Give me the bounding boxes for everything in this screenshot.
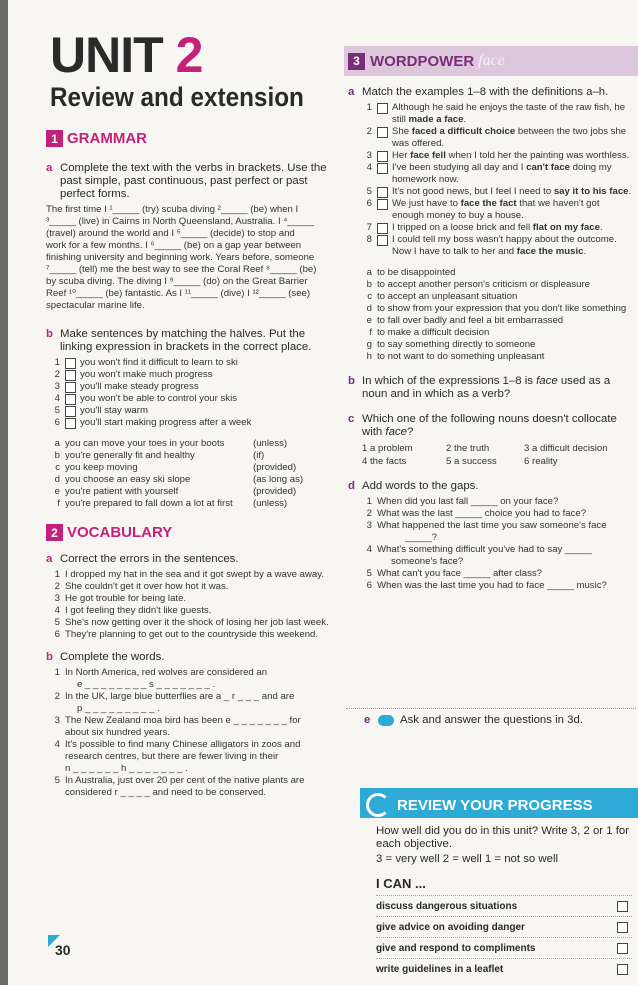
answer-checkbox[interactable] [377,103,388,114]
progress-icon [366,793,390,817]
unit-subtitle: Review and extension [50,82,304,112]
option-item: 3 a difficult decision [524,443,608,454]
list-item: 5 She's now getting over it the shock of losing her job last week. [54,617,329,628]
answer-checkbox[interactable] [65,394,76,405]
list-item: h to not want to do something unpleasant [366,351,545,362]
wordpower-a-instruction: a Match the examples 1–8 with the definitions a–h. [348,86,609,98]
speech-bubble-icon [378,715,394,726]
wordpower-d-instruction: d Add words to the gaps. [348,480,479,492]
text-line: (travel) around the world and I ⁵_____ (decide) to stop and [46,228,295,239]
wordpower-e-instruction: e Ask and answer the questions in 3d. [364,714,583,726]
text-line: spectacular marine life. [46,300,145,311]
grammar-b-items [46,357,338,429]
list-item: d you choose an easy ski slope (as long as) [54,474,304,485]
list-item: 5 In Australia, just over 20 per cent of the native plants are considered r _ _ _ _ and need to be conserved. [54,775,305,798]
list-item: 3 you'll make steady progress [54,381,199,392]
review-panel [376,825,632,979]
review-scale: 3 = very well 2 = well 1 = not so well [376,853,559,865]
list-item: 4 It's possible to find many Chinese alligators in zoos and research centres, but there are fewer living in their n _ _ _ _ _ _ h _ _ _ _ _ _ _ . [54,739,301,774]
option-item: 1 a problem [362,443,413,454]
list-item: 4 you won't be able to control your skis [54,393,238,404]
answer-checkbox[interactable] [65,370,76,381]
list-item: 1 Although he said he enjoys the taste of the raw fish, he still made a face. [366,102,626,125]
page-number: 30 [55,942,71,958]
list-item: c you keep moving (provided) [55,462,297,473]
wordpower-title: WORDPOWER [370,52,475,70]
list-item: 8 I could tell my boss wasn't happy about the outcome. Now I have to talk to her and face the music. [366,234,617,257]
answer-checkbox[interactable] [377,235,388,246]
answer-checkbox[interactable] [377,223,388,234]
vocabulary-heading [46,524,338,541]
grammar-a-text [46,204,338,312]
text-line: ⁷_____ (tell) me the best way to see the Coral Reef ⁸_____ (be) [46,264,317,275]
wordpower-d-items [348,496,632,592]
list-item: 4 I've been studying all day and I can't face doing my homework now. [366,162,612,185]
grammar-title: GRAMMAR [67,130,147,147]
list-item: b to accept another person's criticism or displeasure [366,279,590,290]
answer-checkbox[interactable] [65,418,76,429]
text-line: Reef ¹⁰_____ (be) fantastic. As I ¹¹_____ (dive) I ¹²_____ (see) [46,288,311,299]
answer-checkbox[interactable] [65,358,76,369]
list-item: 1 When did you last fall _____ on your face? [366,496,559,507]
list-item: a to be disappointed [366,267,456,278]
list-item: 1 you won't find it difficult to learn to ski [54,357,238,368]
wordpower-b-instruction: b In which of the expressions 1–8 is face used as a noun and in which as a verb? [348,375,611,400]
answer-checkbox[interactable] [377,151,388,162]
text-line: The first time I ¹_____ (try) scuba diving ²_____ (be) when I [46,204,299,215]
list-item: 2 you won't make much progress [54,369,213,380]
list-item: e to fall over badly and feel a bit embarrassed [366,315,564,326]
list-item: 1 In North America, red wolves are considered an e _ _ _ _ _ _ _ _ s _ _ _ _ _ _ _ . [54,667,268,690]
list-item: d to show from your expression that you don't like something [366,303,627,314]
wordpower-a-items [348,102,632,258]
score-checkbox[interactable] [617,943,628,954]
wordpower-a-defs [348,267,632,363]
answer-checkbox[interactable] [377,127,388,138]
list-item: 2 What was the last _____ choice you had to face? [366,508,587,519]
list-item: 5 What can't you face _____ after class? [366,568,543,579]
objective-row: discuss dangerous situations [376,896,632,917]
option-item: 4 the facts [362,456,407,467]
vocabulary-b-items [46,667,338,799]
answer-checkbox[interactable] [377,163,388,174]
option-item: 2 the truth [446,443,490,454]
list-item: f you're prepared to fall down a lot at first (unless) [57,498,288,509]
option-item: 5 a success [446,456,497,467]
list-item: f to make a difficult decision [369,327,490,338]
score-checkbox[interactable] [617,964,628,975]
vocabulary-title: VOCABULARY [67,524,173,541]
answer-checkbox[interactable] [65,382,76,393]
section-divider [346,708,636,709]
grammar-a-instruction: a Complete the text with the verbs in brackets. Use the past simple, past continuous, past perfect or past perfect forms. [46,162,327,200]
wordpower-word: face [478,52,505,69]
answer-checkbox[interactable] [377,187,388,198]
objective-row: give advice on avoiding danger [376,917,632,938]
score-checkbox[interactable] [617,922,628,933]
right-column [348,86,632,592]
list-item: 4 What's something difficult you've had to say _____ someone's face? [366,544,592,567]
grammar-b-instruction: b Make sentences by matching the halves. Put the linking expression in brackets in the correct place. [46,328,312,353]
unit-title [50,27,203,83]
list-item: g to say something directly to someone [366,339,536,350]
objective-row: write guidelines in a leaflet [376,959,632,979]
list-item: 3 What happened the last time you saw someone's face _____? [366,520,607,543]
grammar-b-halves [46,438,338,510]
list-item: 3 Her face fell when I told her the painting was worthless. [366,150,630,161]
text-line: work for a few months. I ⁶_____ (be) on a gap year between [46,240,302,251]
review-instruction: How well did you do in this unit? Write 3, 2 or 1 for each objective. [376,825,630,850]
left-column [46,130,338,799]
wordpower-heading [348,52,505,70]
list-item: 3 The New Zealand moa bird has been e _ _ _ _ _ _ _ for about six hundred years. [54,715,301,738]
review-title: REVIEW YOUR PROGRESS [397,796,593,814]
answer-checkbox[interactable] [377,199,388,210]
unit-label: UNIT [50,27,163,83]
list-item: 2 She faced a difficult choice between the two jobs she was offered. [366,126,627,149]
list-item: c to accept an unpleasant situation [367,291,518,302]
list-item: 6 We just have to face the fact that we haven't got enough money to buy a house. [366,198,600,221]
unit-number: 2 [175,27,203,83]
grammar-number: 1 [46,130,63,147]
list-item: 6 When was the last time you had to face _____ music? [366,580,607,591]
list-item: e you're patient with yourself (provided) [54,486,297,497]
textbook-page [8,0,638,985]
list-item: 6 you'll start making progress after a week [54,417,252,428]
text-line: ³_____ (live) in Cairns in North Queensland, Australia. I ⁴_____ [46,216,315,227]
answer-checkbox[interactable] [65,406,76,417]
review-heading [366,793,593,817]
list-item: 7 I tripped on a loose brick and fell flat on my face. [366,222,603,233]
vocabulary-a-instruction: a Correct the errors in the sentences. [46,553,239,565]
i-can-heading: I CAN ... [376,876,632,896]
list-item: b you're generally fit and healthy (if) [54,450,265,461]
list-item: 1 I dropped my hat in the sea and it got swept by a wave away. [54,569,325,580]
list-item: 3 He got trouble for being late. [54,593,187,604]
list-item: 2 She couldn't get it over how hot it was. [54,581,229,592]
vocabulary-a-items [46,569,338,641]
text-line: by scuba diving. The diving I ⁹_____ (do) on the Great Barrier [46,276,308,287]
wordpower-c-options [348,443,632,468]
text-line: finishing university and beginning work. Years before, someone [46,252,315,263]
list-item: 2 In the UK, large blue butterflies are a _ r _ _ _ and are p _ _ _ _ _ _ _ _ _ . [54,691,295,714]
objective-row: give and respond to compliments [376,938,632,959]
list-item: 5 you'll stay warm [54,405,148,416]
wordpower-number: 3 [348,53,365,70]
list-item: 4 I got feeling they didn't like guests. [54,605,212,616]
vocabulary-number: 2 [46,524,63,541]
option-item: 6 reality [524,456,558,467]
list-item: a you can move your toes in your boots (unless) [54,438,288,449]
list-item: 5 It's not good news, but I feel I need to say it to his face. [366,186,632,197]
wordpower-c-instruction: c Which one of the following nouns doesn't collocate with face? [348,413,617,438]
score-checkbox[interactable] [617,901,628,912]
list-item: 6 They're planning to get out to the countryside this weekend. [54,629,319,640]
vocabulary-b-instruction: b Complete the words. [46,651,165,663]
grammar-heading [46,130,338,147]
